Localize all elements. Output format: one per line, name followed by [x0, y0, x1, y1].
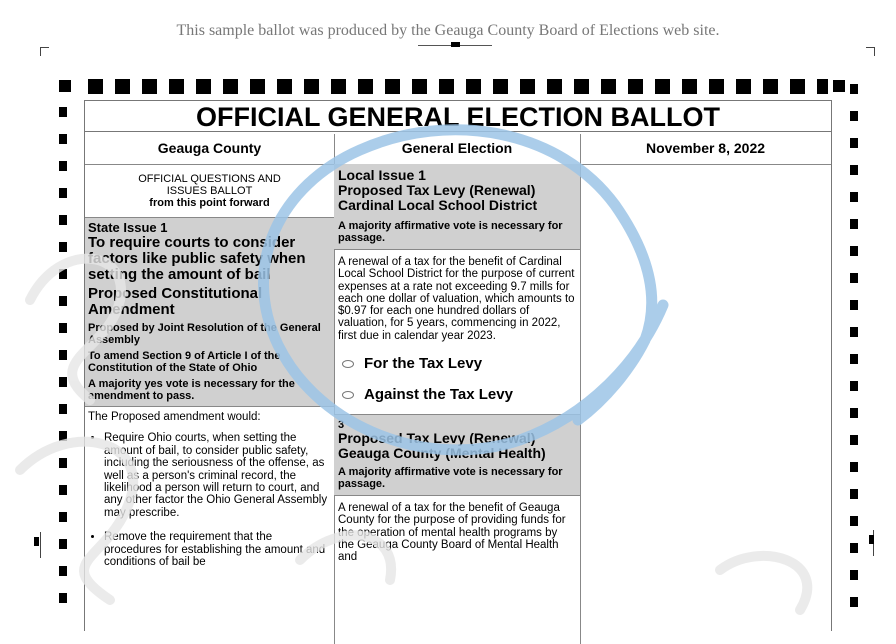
- state-issue-question: To require courts to consider factors like public safety when setting the amount of bail: [88, 234, 306, 283]
- side-mark-left: [40, 532, 41, 558]
- local-issue-3-county: Geauga County (Mental Health): [338, 445, 546, 462]
- choice-against-tax-levy[interactable]: [334, 379, 580, 410]
- intro-line-1: OFFICIAL QUESTIONS AND: [138, 173, 281, 185]
- intro-line-2: ISSUES BALLOT: [166, 185, 253, 197]
- county-name: Geauga County: [157, 140, 262, 156]
- timing-marks-left: [59, 80, 67, 620]
- questions-intro: [85, 164, 334, 217]
- crop-mark-top-left: [40, 47, 49, 56]
- bullet-item: • Require Ohio courts, when setting the amount of bail, to consider public safety, including the seriousness of the offense, as well as a person's criminal record, the likelihood a person will return to court, and any other factor the Ohio General Assembly may prescribe.: [104, 432, 328, 519]
- election-date: November 8, 2022: [645, 140, 766, 156]
- ballot-meta-row: [85, 134, 831, 164]
- local-issue-1-district: Cardinal Local School District: [338, 197, 538, 213]
- choice-label: Against the Tax Levy: [364, 386, 513, 404]
- local-issue-3-majority: A majority affirmative vote is necessary for passage.: [338, 466, 563, 491]
- election-name: General Election: [401, 140, 513, 156]
- local-issue-1-title: Proposed Tax Levy (Renewal): [338, 182, 536, 198]
- vote-oval[interactable]: [342, 391, 354, 399]
- local-issue-1-number: Local Issue 1: [338, 167, 426, 183]
- state-issue-lead: The Proposed amendment would:: [88, 411, 261, 423]
- vote-oval[interactable]: [342, 360, 354, 368]
- bullet-item: • Remove the requirement that the procedures for establishing the amount and conditions of bail be: [104, 531, 328, 568]
- state-issue-bullets: [85, 432, 334, 568]
- column-state-issue: [85, 164, 334, 580]
- sample-ballot-note: This sample ballot was produced by the Geauga County Board of Elections web site.: [176, 22, 720, 39]
- choice-for-tax-levy[interactable]: [334, 348, 580, 379]
- header-mark: [451, 42, 460, 47]
- ballot-title: OFFICIAL GENERAL ELECTION BALLOT: [85, 101, 831, 132]
- local-issue-3-header: [334, 414, 580, 496]
- state-issue-majority: A majority yes vote is necessary for the amendment to pass.: [88, 378, 295, 402]
- state-issue-header: [85, 217, 334, 407]
- timing-marks-right: [850, 84, 858, 624]
- column-local-issues: [334, 164, 580, 570]
- choice-label: For the Tax Levy: [364, 355, 483, 373]
- local-issue-3-number: 3: [338, 419, 345, 432]
- crop-mark-top-right: [866, 47, 875, 56]
- local-issue-1-header: [334, 164, 580, 250]
- local-issue-3-title: Proposed Tax Levy (Renewal): [338, 430, 536, 447]
- local-issue-3-description: A renewal of a tax for the benefit of Geauga County for the purpose of providing funds for the operation of mental health programs by the Geauga County Board of Mental Health and: [338, 502, 566, 564]
- state-issue-proposer: Proposed by Joint Resolution of the General Assembly: [88, 322, 321, 346]
- local-issue-1-description: A renewal of a tax for the benefit of Cardinal Local School District for the purpose of current expenses at a rate not exceeding 9.7 mills for each one dollar of valuation, which amounts to $0.97 for each one hundred dollars of valuation, for 5 years, commencing in 2022, first due in calendar year 2023.: [338, 256, 575, 342]
- state-issue-type: Proposed Constitutional Amendment: [88, 285, 263, 318]
- corner-timing-mark-left: [59, 80, 71, 92]
- ballot: [84, 100, 832, 631]
- side-tick-left: [34, 537, 39, 546]
- side-tick-right: [869, 535, 874, 544]
- state-issue-purpose: To amend Section 9 of Article I of the Constitution of the State of Ohio: [88, 350, 281, 374]
- timing-marks-top: [88, 79, 828, 94]
- corner-timing-mark-right: [833, 80, 845, 92]
- column-divider-2: [580, 134, 581, 644]
- local-issue-1-majority: A majority affirmative vote is necessary for passage.: [338, 220, 563, 244]
- intro-line-3: from this point forward: [149, 197, 270, 209]
- state-issue-title: State Issue 1: [88, 220, 168, 235]
